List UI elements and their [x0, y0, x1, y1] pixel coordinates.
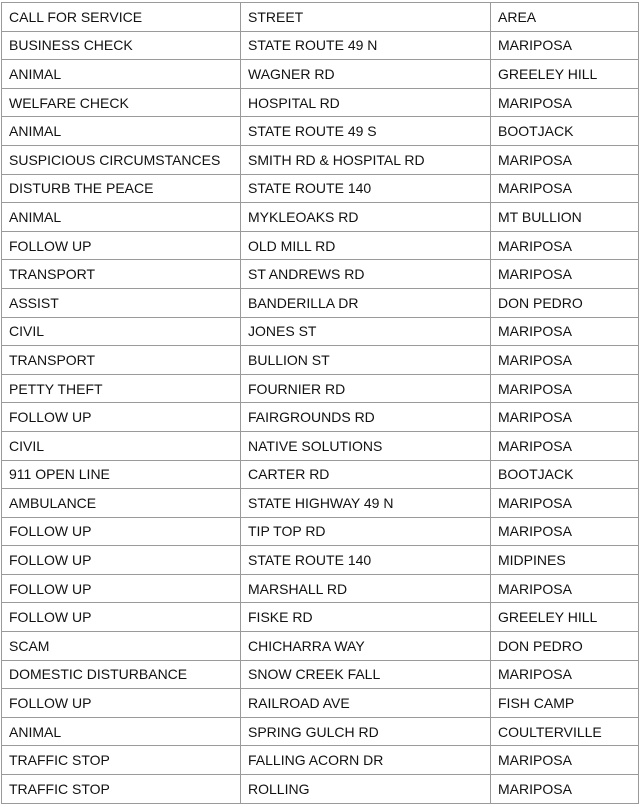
- cell-street: STATE ROUTE 49 N: [241, 31, 491, 60]
- cell-call: ANIMAL: [2, 717, 241, 746]
- table-row: [2, 203, 639, 232]
- cell-street: ROLLING: [241, 775, 491, 804]
- cell-area: GREELEY HILL: [491, 60, 639, 89]
- cell-street: ST ANDREWS RD: [241, 260, 491, 289]
- table-body: [2, 31, 639, 803]
- cell-call: ANIMAL: [2, 203, 241, 232]
- cell-street: SPRING GULCH RD: [241, 717, 491, 746]
- table-row: [2, 632, 639, 661]
- cell-call: FOLLOW UP: [2, 603, 241, 632]
- header-street: STREET: [241, 3, 491, 32]
- table-row: [2, 574, 639, 603]
- table-row: [2, 660, 639, 689]
- cell-call: SCAM: [2, 632, 241, 661]
- table-row: [2, 403, 639, 432]
- cell-street: SMITH RD & HOSPITAL RD: [241, 145, 491, 174]
- cell-call: ANIMAL: [2, 60, 241, 89]
- cell-area: MARIPOSA: [491, 145, 639, 174]
- cell-street: FISKE RD: [241, 603, 491, 632]
- table-row: [2, 346, 639, 375]
- cell-call: FOLLOW UP: [2, 574, 241, 603]
- table-row: [2, 489, 639, 518]
- cell-area: GREELEY HILL: [491, 603, 639, 632]
- table-row: [2, 717, 639, 746]
- cell-street: FOURNIER RD: [241, 374, 491, 403]
- cell-call: TRANSPORT: [2, 260, 241, 289]
- cell-street: TIP TOP RD: [241, 517, 491, 546]
- calls-table-container: [1, 2, 638, 804]
- cell-area: MARIPOSA: [491, 88, 639, 117]
- cell-area: MARIPOSA: [491, 31, 639, 60]
- cell-area: BOOTJACK: [491, 460, 639, 489]
- cell-area: MARIPOSA: [491, 174, 639, 203]
- cell-area: MARIPOSA: [491, 574, 639, 603]
- cell-area: MARIPOSA: [491, 231, 639, 260]
- cell-street: CHICHARRA WAY: [241, 632, 491, 661]
- cell-street: MYKLEOAKS RD: [241, 203, 491, 232]
- cell-call: WELFARE CHECK: [2, 88, 241, 117]
- table-row: [2, 775, 639, 804]
- cell-street: STATE HIGHWAY 49 N: [241, 489, 491, 518]
- cell-area: COULTERVILLE: [491, 717, 639, 746]
- cell-area: MARIPOSA: [491, 403, 639, 432]
- cell-call: ANIMAL: [2, 117, 241, 146]
- table-row: [2, 260, 639, 289]
- table-row: [2, 460, 639, 489]
- cell-street: HOSPITAL RD: [241, 88, 491, 117]
- cell-call: TRAFFIC STOP: [2, 775, 241, 804]
- cell-call: FOLLOW UP: [2, 517, 241, 546]
- cell-street: STATE ROUTE 140: [241, 174, 491, 203]
- table-row: [2, 145, 639, 174]
- cell-street: FAIRGROUNDS RD: [241, 403, 491, 432]
- cell-call: SUSPICIOUS CIRCUMSTANCES: [2, 145, 241, 174]
- cell-area: MARIPOSA: [491, 517, 639, 546]
- cell-street: RAILROAD AVE: [241, 689, 491, 718]
- cell-call: FOLLOW UP: [2, 231, 241, 260]
- cell-area: MIDPINES: [491, 546, 639, 575]
- cell-call: BUSINESS CHECK: [2, 31, 241, 60]
- cell-area: DON PEDRO: [491, 288, 639, 317]
- cell-area: BOOTJACK: [491, 117, 639, 146]
- table-row: [2, 746, 639, 775]
- cell-area: MARIPOSA: [491, 746, 639, 775]
- cell-area: DON PEDRO: [491, 632, 639, 661]
- table-row: [2, 517, 639, 546]
- cell-area: MARIPOSA: [491, 260, 639, 289]
- cell-area: MT BULLION: [491, 203, 639, 232]
- cell-call: TRANSPORT: [2, 346, 241, 375]
- table-row: [2, 431, 639, 460]
- table-row: [2, 88, 639, 117]
- cell-street: CARTER RD: [241, 460, 491, 489]
- table-row: [2, 31, 639, 60]
- cell-street: BANDERILLA DR: [241, 288, 491, 317]
- cell-street: NATIVE SOLUTIONS: [241, 431, 491, 460]
- cell-call: ASSIST: [2, 288, 241, 317]
- table-row: [2, 317, 639, 346]
- cell-street: STATE ROUTE 140: [241, 546, 491, 575]
- cell-area: FISH CAMP: [491, 689, 639, 718]
- table-row: [2, 689, 639, 718]
- cell-area: MARIPOSA: [491, 374, 639, 403]
- cell-street: MARSHALL RD: [241, 574, 491, 603]
- table-row: [2, 374, 639, 403]
- cell-call: 911 OPEN LINE: [2, 460, 241, 489]
- cell-area: MARIPOSA: [491, 431, 639, 460]
- cell-call: FOLLOW UP: [2, 689, 241, 718]
- cell-area: MARIPOSA: [491, 317, 639, 346]
- cell-call: CIVIL: [2, 431, 241, 460]
- table-header-row: [2, 3, 639, 32]
- table-row: [2, 546, 639, 575]
- header-area: AREA: [491, 3, 639, 32]
- cell-call: FOLLOW UP: [2, 403, 241, 432]
- cell-street: SNOW CREEK FALL: [241, 660, 491, 689]
- cell-area: MARIPOSA: [491, 346, 639, 375]
- header-call-for-service: CALL FOR SERVICE: [2, 3, 241, 32]
- cell-street: JONES ST: [241, 317, 491, 346]
- cell-street: WAGNER RD: [241, 60, 491, 89]
- calls-for-service-table: [1, 2, 639, 804]
- table-row: [2, 174, 639, 203]
- cell-call: DOMESTIC DISTURBANCE: [2, 660, 241, 689]
- cell-call: CIVIL: [2, 317, 241, 346]
- cell-street: STATE ROUTE 49 S: [241, 117, 491, 146]
- cell-call: AMBULANCE: [2, 489, 241, 518]
- cell-area: MARIPOSA: [491, 489, 639, 518]
- cell-call: DISTURB THE PEACE: [2, 174, 241, 203]
- cell-street: BULLION ST: [241, 346, 491, 375]
- table-row: [2, 60, 639, 89]
- cell-call: TRAFFIC STOP: [2, 746, 241, 775]
- cell-call: PETTY THEFT: [2, 374, 241, 403]
- cell-street: OLD MILL RD: [241, 231, 491, 260]
- table-row: [2, 603, 639, 632]
- cell-area: MARIPOSA: [491, 775, 639, 804]
- cell-call: FOLLOW UP: [2, 546, 241, 575]
- table-row: [2, 117, 639, 146]
- cell-street: FALLING ACORN DR: [241, 746, 491, 775]
- cell-area: MARIPOSA: [491, 660, 639, 689]
- table-row: [2, 231, 639, 260]
- table-row: [2, 288, 639, 317]
